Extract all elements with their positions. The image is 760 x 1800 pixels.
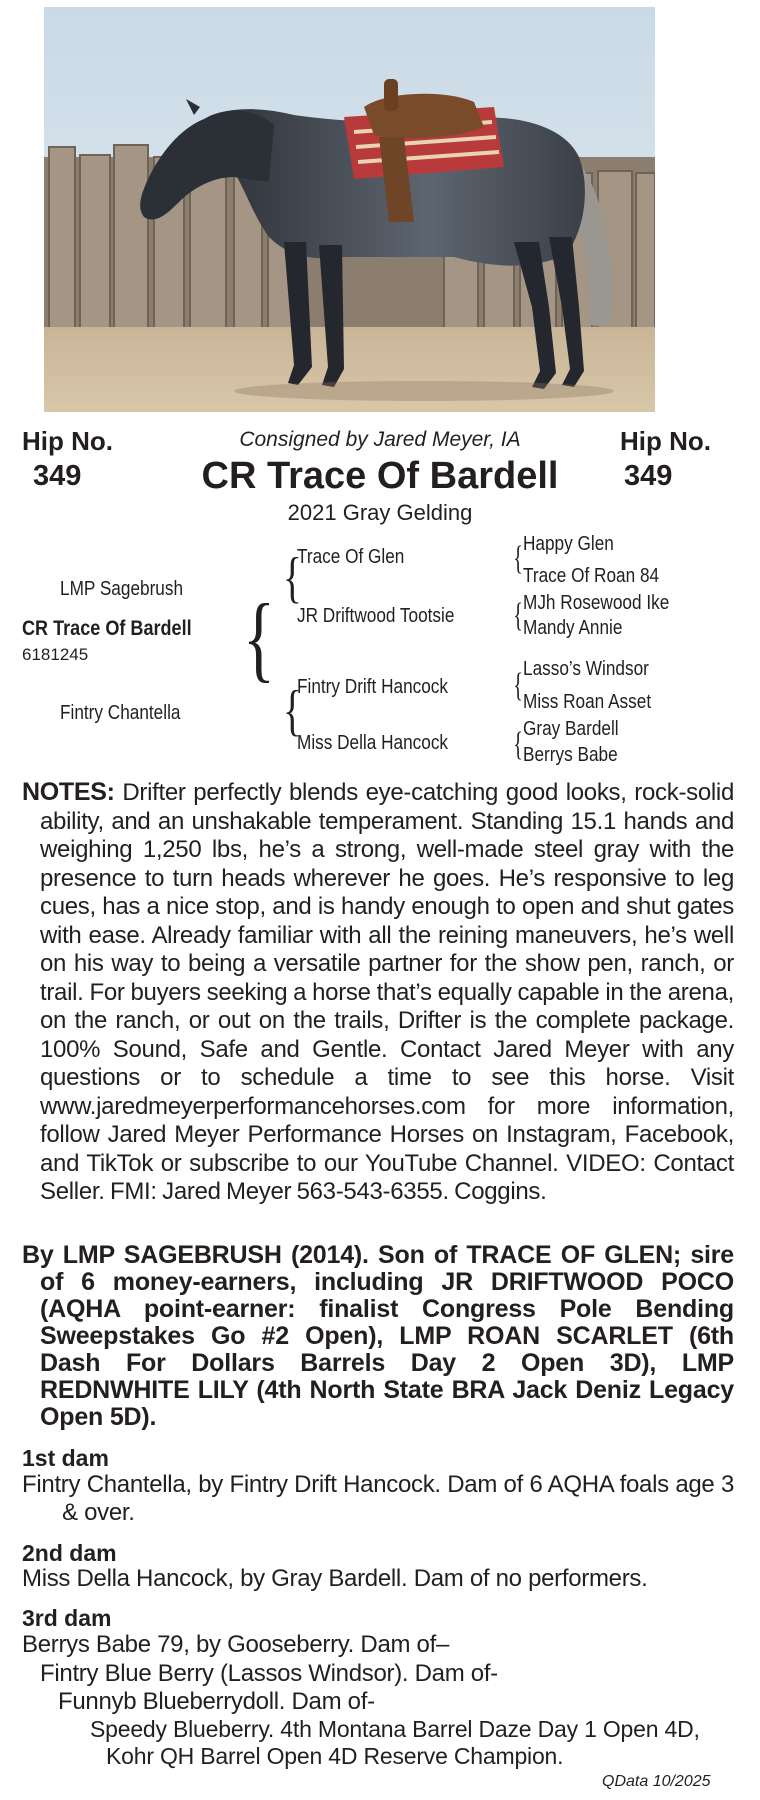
hip-label-left: Hip No.: [22, 426, 113, 456]
consignor-line: Consigned by Jared Meyer, IA: [239, 428, 521, 451]
third-dam-produce-2: Funnyb Blueberrydoll. Dam of-: [58, 1688, 375, 1715]
second-dam-heading: 2nd dam: [22, 1540, 117, 1566]
hip-number-left: 349: [33, 460, 82, 492]
first-dam-heading: 1st dam: [22, 1445, 109, 1471]
pedigree-main-brace: {: [242, 584, 276, 691]
pedigree-ggp-brace-3: {: [513, 667, 524, 704]
first-dam-block: [22, 1471, 734, 1527]
pedigree-sire: LMP Sagebrush: [60, 578, 184, 600]
pedigree-ggp-1: Happy Glen: [523, 533, 614, 555]
third-dam-produce-1: Fintry Blue Berry (Lassos Windsor). Dam of-: [40, 1660, 498, 1687]
second-dam-text: Miss Della Hancock, by Gray Bardell. Dam of no performers.: [22, 1565, 648, 1592]
third-dam-heading: 3rd dam: [22, 1605, 112, 1631]
pedigree-registration: 6181245: [22, 645, 89, 664]
notes-section: [22, 778, 734, 1207]
sire-info: [22, 1242, 734, 1431]
pedigree-subject: CR Trace Of Bardell: [22, 617, 192, 640]
horse-name: CR Trace Of Bardell: [201, 455, 559, 497]
notes-text: Drifter perfectly blends eye-catching good looks, rock-solid ability, and an unshakable temperament. Standing 15.1 hands and weighing 1,250 lbs, he’s a strong, well-made steel gray with the presence to turn heads wherever he goes. He’s responsive to leg cues, has a nice stop, and is handy enough to open and shut gates with ease. Already familiar with all the reining maneuvers, he’s well on his way to being a versatile partner for the show pen, ranch, or trail. For buyers seeking a horse that’s equally capable in the arena, on the ranch, or out on the trails, Drifter is the complete package. 100% Sound, Safe and Gentle. Contact Jared Meyer with any questions or to schedule a time to see this horse. Visit www.jaredmeyerperformancehorses.com for more information, follow Jared Meyer Performance Horses on Instagram, Facebook, and TikTok or subscribe to our YouTube Channel. VIDEO: Contact Seller. FMI: Jared Meyer 563-543-6355. Coggins.: [40, 779, 734, 1205]
pedigree-ggp-5: Lasso’s Windsor: [523, 658, 649, 680]
pedigree-ggp-6: Miss Roan Asset: [523, 691, 652, 713]
pedigree-ggp-2: Trace Of Roan 84: [523, 565, 660, 587]
notes-label: NOTES:: [22, 778, 115, 806]
horse-description: 2021 Gray Gelding: [287, 500, 473, 525]
pedigree-ggp-brace-4: {: [513, 726, 524, 763]
pedigree-sire-brace: {: [283, 547, 302, 609]
horse-photo: [44, 7, 655, 412]
third-dam-text: Berrys Babe 79, by Gooseberry. Dam of–: [22, 1631, 450, 1658]
pedigree-dam: Fintry Chantella: [60, 702, 181, 724]
pedigree-ggp-4: Mandy Annie: [523, 617, 623, 639]
pedigree-ggp-3: MJh Rosewood Ike: [523, 592, 670, 614]
hip-number-right: 349: [624, 460, 673, 492]
sire-info-text: By LMP SAGEBRUSH (2014). Son of TRACE OF GLEN; sire of 6 money-earners, including JR DRIFTWOOD POCO (AQHA point-earner: finalist Congress Pole Bending Sweepstakes Go #2 Open), LMP ROAN SCARLET (6th Dash For Dollars Barrels Day 2 Open 3D), LMP REDNWHITE LILY (4th North State BRA Jack Deniz Legacy Open 5D).: [22, 1241, 734, 1431]
pedigree-ggp-7: Gray Bardell: [523, 718, 619, 740]
pedigree-ggp-brace-2: {: [513, 597, 524, 634]
hip-label-right: Hip No.: [620, 426, 711, 456]
pedigree-dam-dam: Miss Della Hancock: [297, 732, 449, 754]
third-dam-produce-3-block: [90, 1716, 732, 1770]
third-dam-produce-3: Speedy Blueberry. 4th Montana Barrel Daze Day 1 Open 4D, Kohr QH Barrel Open 4D Reserve Champion.: [90, 1716, 700, 1769]
pedigree-dam-sire: Fintry Drift Hancock: [297, 676, 449, 698]
pedigree-ggp-8: Berrys Babe: [523, 744, 618, 766]
first-dam-text: Fintry Chantella, by Fintry Drift Hancock. Dam of 6 AQHA foals age 3 & over.: [22, 1471, 734, 1526]
footer-qdata: QData 10/2025: [602, 1773, 711, 1790]
pedigree-ggp-brace-1: {: [513, 540, 524, 577]
horse-photo-illustration: [44, 7, 655, 412]
pedigree-sire-sire: Trace Of Glen: [297, 546, 405, 568]
pedigree-dam-brace: {: [283, 680, 302, 742]
pedigree-sire-dam: JR Driftwood Tootsie: [297, 605, 455, 627]
